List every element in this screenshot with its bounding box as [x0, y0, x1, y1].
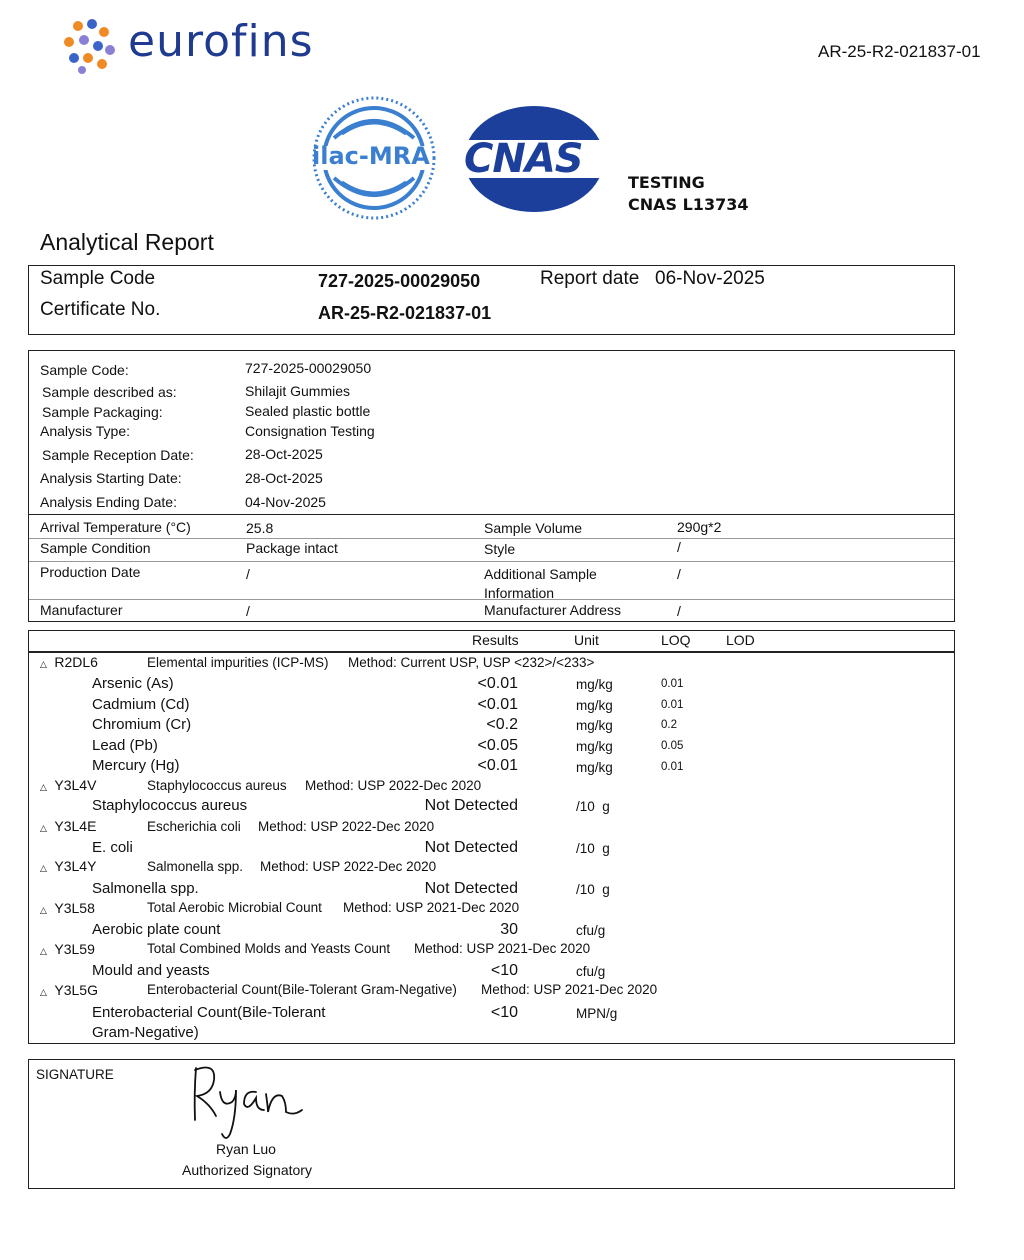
test-method: Method: USP 2022-Dec 2020 — [305, 778, 482, 793]
test-name: Total Aerobic Microbial Count — [147, 900, 322, 915]
manufacturer-address-value: / — [677, 603, 681, 619]
eurofins-wordmark: eurofins — [128, 16, 314, 67]
result-value: 30 — [500, 921, 518, 938]
test-name: Elemental impurities (ICP-MS) — [147, 655, 329, 670]
test-code: R2DL6 — [54, 654, 98, 670]
test-code: Y3L4E — [54, 818, 97, 834]
analyte-name-line2: Gram-Negative) — [92, 1024, 199, 1041]
info-label: Analysis Starting Date: — [40, 470, 182, 486]
info-label: Sample Packaging: — [42, 404, 163, 420]
test-group-header — [40, 777, 96, 795]
unit-value: mg/kg — [576, 718, 613, 733]
triangle-icon: △ — [40, 946, 47, 956]
result-value: <0.05 — [477, 737, 518, 754]
unit-value: /10 g — [576, 882, 610, 897]
certificate-value: AR-25-R2-021837-01 — [318, 303, 492, 323]
triangle-icon: △ — [40, 987, 47, 997]
report-date-value: 06-Nov-2025 — [655, 268, 765, 289]
info-label: Sample Code: — [40, 362, 129, 378]
arrival-temp-label: Arrival Temperature (°C) — [40, 519, 191, 535]
test-group-header — [40, 654, 98, 672]
unit-header: Unit — [574, 632, 599, 648]
additional-info-value: / — [677, 566, 681, 582]
cnas-number: CNAS L13734 — [628, 195, 749, 214]
style-label: Style — [484, 541, 516, 557]
sample-code-label: Sample Code — [40, 268, 156, 289]
analyte-name: Cadmium (Cd) — [92, 696, 190, 713]
unit-value: /10 g — [576, 841, 610, 856]
test-name: Salmonella spp. — [147, 859, 244, 874]
sample-code-value: 727-2025-00029050 — [318, 271, 481, 291]
loq-header: LOQ — [661, 632, 691, 648]
analyte-name: Aerobic plate count — [92, 921, 221, 938]
results-header: Results — [472, 632, 519, 648]
additional-info-label-line1: Additional Sample — [484, 566, 597, 582]
info-value: 04-Nov-2025 — [245, 494, 326, 510]
result-value: <10 — [490, 1004, 518, 1021]
divider — [29, 561, 954, 562]
signature-scribble-icon — [186, 1058, 316, 1144]
test-name: Escherichia coli — [147, 819, 241, 834]
analyte-name: Lead (Pb) — [92, 737, 158, 754]
additional-info-label — [484, 565, 597, 603]
divider — [29, 538, 954, 539]
production-date-value: / — [246, 566, 250, 582]
test-method: Method: USP 2021-Dec 2020 — [343, 900, 520, 915]
test-name: Staphylococcus aureus — [147, 778, 287, 793]
report-date-label: Report date — [540, 268, 640, 289]
test-code: Y3L5G — [54, 982, 98, 998]
loq-value: 0.2 — [661, 719, 677, 731]
additional-info-label-line2: Information — [484, 585, 555, 601]
info-label: Analysis Ending Date: — [40, 494, 177, 510]
loq-value: 0.01 — [661, 761, 684, 773]
ilac-mra-logo — [310, 94, 438, 222]
sample-condition-label: Sample Condition — [40, 540, 151, 556]
analyte-name: E. coli — [92, 839, 133, 856]
loq-value: 0.05 — [661, 740, 684, 752]
unit-value: mg/kg — [576, 760, 613, 775]
triangle-icon: △ — [40, 905, 47, 915]
divider — [29, 514, 954, 515]
result-value: Not Detected — [424, 797, 518, 814]
info-value: Shilajit Gummies — [245, 383, 351, 399]
result-value: <0.01 — [477, 696, 518, 713]
info-value: 28-Oct-2025 — [245, 470, 323, 486]
info-value: Sealed plastic bottle — [245, 403, 371, 419]
test-group-header — [40, 900, 95, 918]
test-method: Method: USP 2021-Dec 2020 — [414, 941, 591, 956]
manufacturer-label: Manufacturer — [40, 602, 123, 618]
cnas-accreditation — [628, 172, 748, 216]
result-value: Not Detected — [424, 839, 518, 856]
test-group-header — [40, 818, 96, 836]
test-code: Y3L58 — [54, 900, 95, 916]
loq-value: 0.01 — [661, 699, 684, 711]
test-group-header — [40, 982, 98, 1000]
signatory-name: Ryan Luo — [216, 1141, 276, 1157]
test-group-header — [40, 941, 95, 959]
test-method: Method: USP 2022-Dec 2020 — [260, 859, 437, 874]
results-header-divider — [29, 651, 954, 653]
analyte-name: Chromium (Cr) — [92, 716, 192, 733]
analyte-name: Enterobacterial Count(Bile-Tolerant — [92, 1004, 326, 1021]
analyte-name: Salmonella spp. — [92, 880, 199, 897]
analyte-name: Staphylococcus aureus — [92, 797, 248, 814]
unit-value: mg/kg — [576, 677, 613, 692]
test-method: Method: USP 2022-Dec 2020 — [258, 819, 435, 834]
page-title: Analytical Report — [40, 229, 214, 255]
header-report-number: AR-25-R2-021837-01 — [818, 42, 981, 61]
result-value: <0.01 — [477, 757, 518, 774]
signature-label: SIGNATURE — [36, 1067, 114, 1082]
eurofins-logo-mark-icon — [62, 18, 118, 74]
style-value: / — [677, 539, 681, 555]
sample-volume-label: Sample Volume — [484, 520, 583, 536]
loq-value: 0.01 — [661, 678, 684, 690]
arrival-temp-value: 25.8 — [246, 520, 274, 536]
analyte-name: Arsenic (As) — [92, 675, 174, 692]
summary-box — [28, 265, 955, 335]
test-method: Method: Current USP, USP <232>/<233> — [348, 655, 595, 670]
test-name: Enterobacterial Count(Bile-Tolerant Gram-Negative) — [147, 982, 457, 997]
unit-value: mg/kg — [576, 739, 613, 754]
ilac-mra-text: ilac-MRA — [312, 142, 430, 170]
unit-value: MPN/g — [576, 1006, 618, 1021]
manufacturer-address-label: Manufacturer Address — [484, 602, 621, 618]
result-value: <10 — [490, 962, 518, 979]
unit-value: /10 g — [576, 799, 610, 814]
result-value: Not Detected — [424, 880, 518, 897]
test-name: Total Combined Molds and Yeasts Count — [147, 941, 391, 956]
signature-box — [28, 1059, 955, 1189]
info-label: Analysis Type: — [40, 423, 131, 439]
info-label: Sample Reception Date: — [42, 447, 194, 463]
triangle-icon: △ — [40, 659, 47, 669]
unit-value: cfu/g — [576, 964, 606, 979]
production-date-label: Production Date — [40, 564, 141, 580]
result-value: <0.01 — [477, 675, 518, 692]
certificate-label: Certificate No. — [40, 299, 161, 320]
info-value: 28-Oct-2025 — [245, 446, 323, 462]
result-value: <0.2 — [486, 716, 518, 733]
unit-value: cfu/g — [576, 923, 606, 938]
cnas-logo-text: CNAS — [464, 136, 583, 182]
lod-header: LOD — [726, 632, 755, 648]
triangle-icon: △ — [40, 782, 47, 792]
cnas-testing-label: TESTING — [628, 173, 705, 192]
handwritten-signature — [186, 1058, 316, 1144]
test-code: Y3L4V — [54, 777, 97, 793]
info-value: Consignation Testing — [245, 423, 375, 439]
signatory-title: Authorized Signatory — [182, 1162, 312, 1178]
cnas-logo — [460, 104, 608, 214]
analyte-name: Mercury (Hg) — [92, 757, 180, 774]
manufacturer-value: / — [246, 603, 250, 619]
analyte-name: Mould and yeasts — [92, 962, 210, 979]
test-code: Y3L59 — [54, 941, 95, 957]
unit-value: mg/kg — [576, 698, 613, 713]
triangle-icon: △ — [40, 823, 47, 833]
info-value: 727-2025-00029050 — [245, 360, 372, 376]
info-label: Sample described as: — [42, 384, 177, 400]
sample-volume-value: 290g*2 — [677, 519, 722, 535]
test-group-header — [40, 858, 96, 876]
sample-condition-value: Package intact — [246, 540, 338, 556]
divider — [29, 599, 954, 600]
test-code: Y3L4Y — [54, 858, 97, 874]
triangle-icon: △ — [40, 863, 47, 873]
test-method: Method: USP 2021-Dec 2020 — [481, 982, 658, 997]
